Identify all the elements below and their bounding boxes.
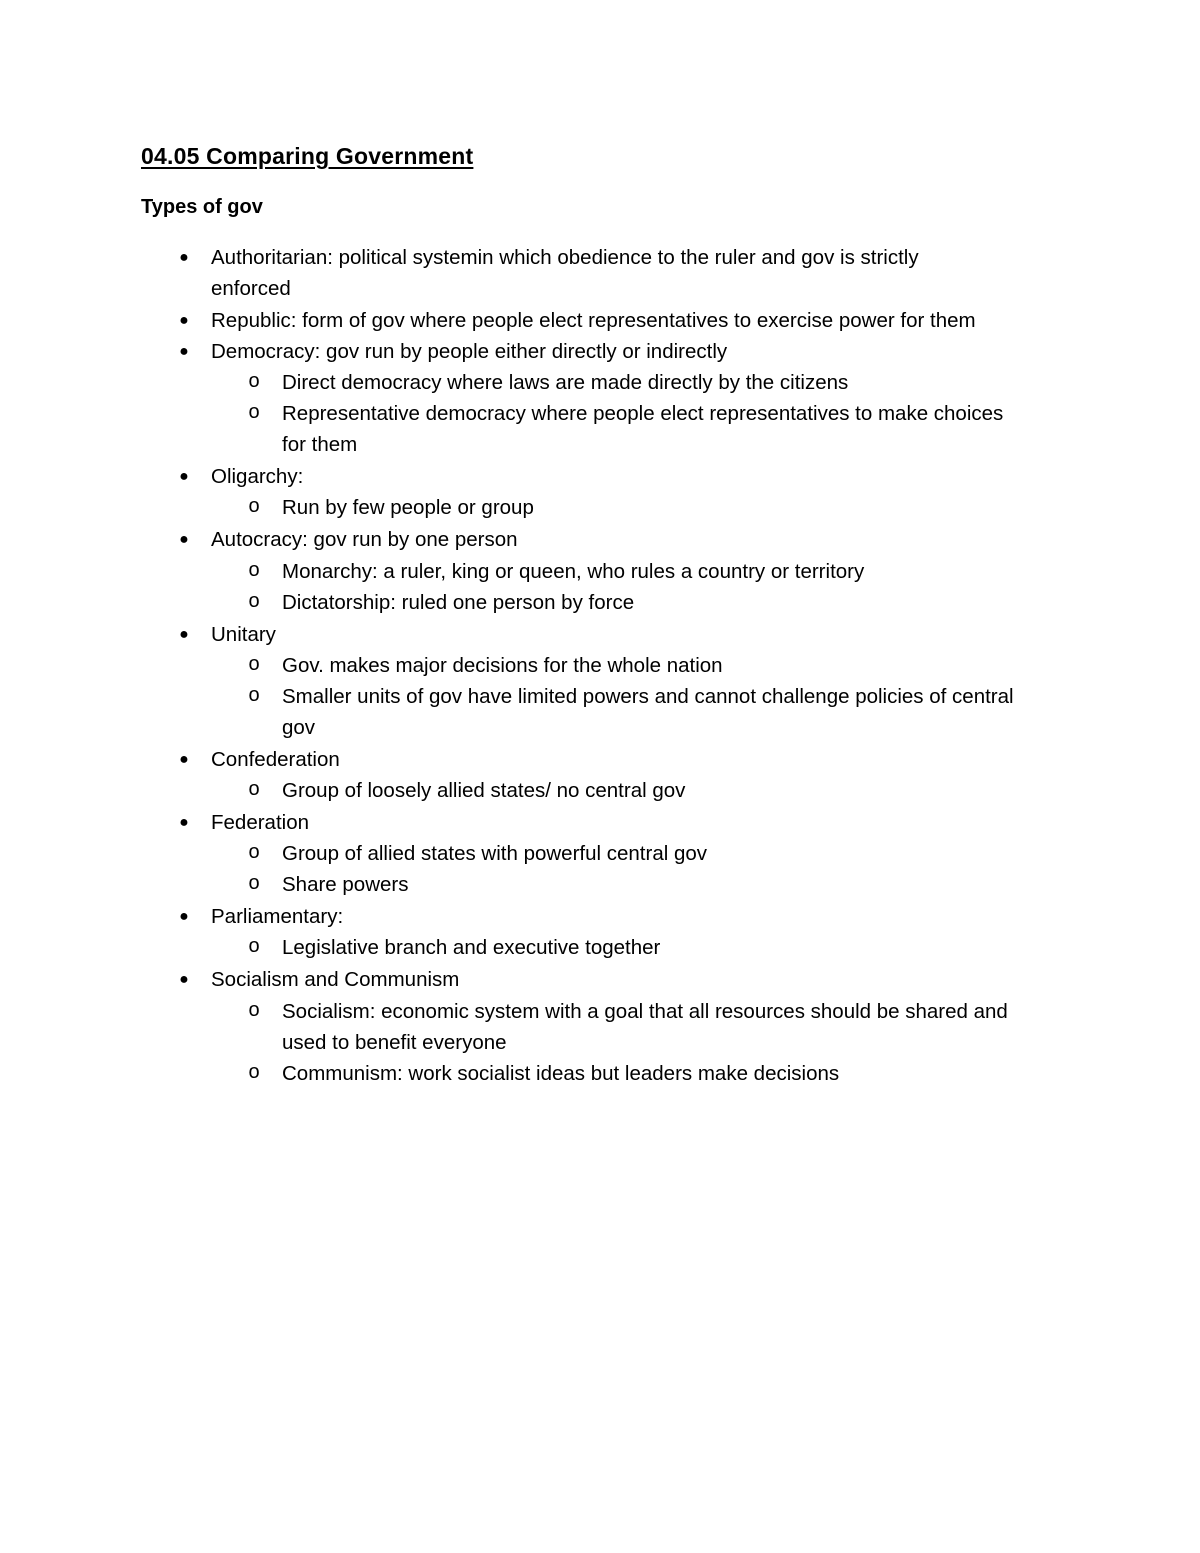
bullet-icon: ● — [179, 751, 189, 768]
hollow-bullet-icon: o — [248, 401, 260, 423]
hollow-bullet-icon: o — [248, 590, 260, 612]
list-item-text: Parliamentary: — [211, 905, 344, 928]
sub-list-item — [282, 429, 1092, 460]
list-item-text: Communism: work socialist ideas but leaders make decisions — [282, 1062, 840, 1085]
sub-list-item — [248, 681, 1092, 712]
bullet-icon: ● — [179, 626, 189, 643]
list-item — [179, 619, 1091, 650]
list-item-text: Democracy: gov run by people either directly or indirectly — [211, 340, 728, 363]
list-item-text: Socialism and Communism — [211, 968, 460, 991]
sub-list-item — [282, 1027, 1092, 1058]
list-item — [179, 461, 1091, 492]
section-heading: Types of gov — [141, 196, 263, 218]
bullet-icon: ● — [179, 343, 189, 360]
list-item — [179, 524, 1091, 555]
hollow-bullet-icon: o — [248, 1061, 260, 1083]
hollow-bullet-icon: o — [248, 999, 260, 1021]
list-item-text: Republic: form of gov where people elect representatives to exercise power for them — [211, 309, 976, 332]
sub-list-item — [248, 650, 1092, 681]
sub-list-item — [248, 1058, 1092, 1089]
list-item-text: gov — [282, 716, 316, 739]
list-item-text: Gov. makes major decisions for the whole nation — [282, 654, 723, 677]
list-item-text: Representative democracy where people elect representatives to make choices — [282, 402, 1004, 425]
sub-list-item — [282, 712, 1092, 743]
sub-list-item — [248, 367, 1092, 398]
list-item-text: Monarchy: a ruler, king or queen, who rules a country or territory — [282, 560, 865, 583]
sub-list-item — [248, 838, 1092, 869]
list-item-text: Socialism: economic system with a goal that all resources should be shared and — [282, 1000, 1008, 1023]
list-item — [179, 964, 1091, 995]
list-item-text: Share powers — [282, 873, 409, 896]
hollow-bullet-icon: o — [248, 778, 260, 800]
sub-list-item — [248, 996, 1092, 1027]
sub-list-item — [248, 398, 1092, 429]
list-item — [179, 901, 1091, 932]
sub-list-item — [248, 932, 1092, 963]
list-item-text: enforced — [211, 277, 291, 300]
list-item-text: Confederation — [211, 748, 340, 771]
sub-list-item — [248, 587, 1092, 618]
list-item-text: Authoritarian: political systemin which obedience to the ruler and gov is strictly — [211, 246, 919, 269]
page-title: 04.05 Comparing Government — [141, 143, 474, 169]
list-item — [179, 305, 1091, 336]
bullet-icon: ● — [179, 814, 189, 831]
list-item-text: for them — [282, 433, 358, 456]
bullet-icon: ● — [179, 312, 189, 329]
hollow-bullet-icon: o — [248, 841, 260, 863]
hollow-bullet-icon: o — [248, 935, 260, 957]
list-item — [179, 807, 1091, 838]
list-item-text: Legislative branch and executive together — [282, 936, 661, 959]
sub-list-item — [248, 492, 1092, 523]
hollow-bullet-icon: o — [248, 653, 260, 675]
hollow-bullet-icon: o — [248, 370, 260, 392]
list-item-text: Dictatorship: ruled one person by force — [282, 591, 635, 614]
list-item-text: Autocracy: gov run by one person — [211, 528, 518, 551]
list-item-text: Group of allied states with powerful central gov — [282, 842, 708, 865]
list-item-text: Direct democracy where laws are made directly by the citizens — [282, 371, 849, 394]
list-item — [179, 744, 1091, 775]
bullet-icon: ● — [179, 249, 189, 266]
bullet-icon: ● — [179, 531, 189, 548]
list-item-text: used to benefit everyone — [282, 1031, 507, 1054]
list-item — [211, 273, 1091, 304]
bullet-icon: ● — [179, 468, 189, 485]
list-item-text: Unitary — [211, 623, 276, 646]
list-item — [179, 242, 1091, 273]
list-item — [179, 336, 1091, 367]
bullet-icon: ● — [179, 971, 189, 988]
hollow-bullet-icon: o — [248, 872, 260, 894]
list-item-text: Run by few people or group — [282, 496, 534, 519]
sub-list-item — [248, 775, 1092, 806]
hollow-bullet-icon: o — [248, 684, 260, 706]
list-item-text: Federation — [211, 811, 310, 834]
list-item-text: Group of loosely allied states/ no central gov — [282, 779, 686, 802]
sub-list-item — [248, 556, 1092, 587]
hollow-bullet-icon: o — [248, 495, 260, 517]
hollow-bullet-icon: o — [248, 559, 260, 581]
list-item-text: Smaller units of gov have limited powers and cannot challenge policies of central — [282, 685, 1014, 708]
sub-list-item — [248, 869, 1092, 900]
list-item-text: Oligarchy: — [211, 465, 304, 488]
bullet-icon: ● — [179, 908, 189, 925]
